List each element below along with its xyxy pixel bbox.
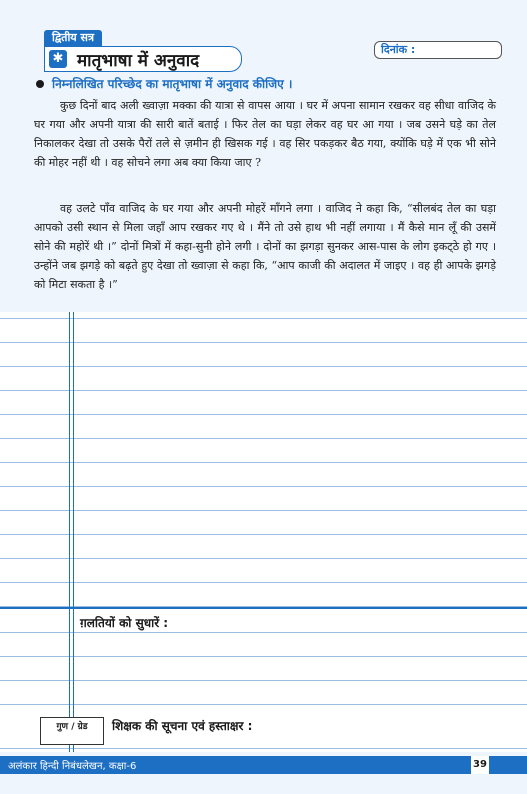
passage-paragraph-1: कुछ दिनों बाद अली ख्वाज़ा मक्का की यात्रा से वापस आया । घर में अपना सामान रखकर वह सीधा वाजिद के घर गया और अपनी यात्रा की सारी बातें बताई । फिर तेल का घड़ा लेकर वह घर आ गया । जब उसने घड़े का तेल निकालकर देखा तो उसके पैरों तले से ज़मीन ही खिसक गई । वह सिर पकड़कर बैठ गया, क्योंकि घड़े में एक भी सोने की मोहर नहीं थी । वह सोचने लगा अब क्या किया जाए ? bbox=[34, 99, 496, 169]
ruled-line bbox=[0, 632, 527, 633]
ruled-line bbox=[0, 582, 527, 583]
bullet-icon bbox=[36, 80, 44, 88]
footer-bar bbox=[0, 756, 527, 774]
passage-paragraph-2: वह उलटे पाँव वाजिद के घर गया और अपनी मोहरें माँगने लगा । वाजिद ने कहा कि, “सीलबंद तेल का घड़ा आपको उसी स्थान से मिला जहाँ आप रखकर गए थे । मैंने तो उसे हाथ भी नहीं लगाया । मैं कैसे मान लूँ की उसमें सोने की महोरें थी ।” दोनों मित्रों में कहा-सुनी होने लगी । दोनों का झगड़ा सुनकर आस-पास के लोग इकट्‌ठे हो गए । उन्होंने जब झगड़े को बढ़ते हुए देखा तो ख्वाज़ा से कहा कि, “आप काजी की अदालत में जाइए । वह ही आपके झगड़े को मिटा सकता है ।” bbox=[34, 202, 496, 291]
margin-line bbox=[69, 312, 70, 752]
ruled-line bbox=[0, 414, 527, 415]
section-divider bbox=[0, 607, 527, 609]
ruled-line bbox=[0, 366, 527, 367]
instruction-text: निम्नलिखित परिच्छेद का मातृभाषा में अनुवाद कीजिए । bbox=[52, 77, 293, 91]
term-tag: द्वितीय सत्र bbox=[44, 30, 102, 46]
grade-box[interactable]: गुण / ग्रेड bbox=[40, 717, 104, 745]
writing-area[interactable] bbox=[0, 312, 527, 752]
page-number: 39 bbox=[471, 756, 489, 774]
ruled-line bbox=[0, 342, 527, 343]
ruled-line bbox=[0, 510, 527, 511]
star-icon: ✱ bbox=[49, 50, 67, 68]
ruled-line bbox=[0, 462, 527, 463]
page-title: मातृभाषा में अनुवाद bbox=[77, 51, 200, 71]
ruled-line bbox=[0, 558, 527, 559]
ruled-line bbox=[0, 534, 527, 535]
title-bar bbox=[44, 46, 242, 72]
ruled-line bbox=[0, 680, 527, 681]
ruled-line bbox=[0, 748, 527, 749]
corrections-label: ग़लतियों को सुधारें : bbox=[80, 616, 169, 630]
ruled-line bbox=[0, 390, 527, 391]
ruled-line bbox=[0, 318, 527, 319]
teacher-signature-label: शिक्षक की सूचना एवं हस्ताक्षर : bbox=[112, 719, 253, 733]
book-title: अलंकार हिन्दी निबंधलेखन, कक्षा-6 bbox=[8, 761, 137, 772]
ruled-line bbox=[0, 656, 527, 657]
ruled-line bbox=[0, 486, 527, 487]
ruled-line bbox=[0, 704, 527, 705]
ruled-line bbox=[0, 438, 527, 439]
margin-line-inner bbox=[73, 312, 74, 752]
date-field[interactable]: दिनांक : bbox=[374, 41, 502, 59]
